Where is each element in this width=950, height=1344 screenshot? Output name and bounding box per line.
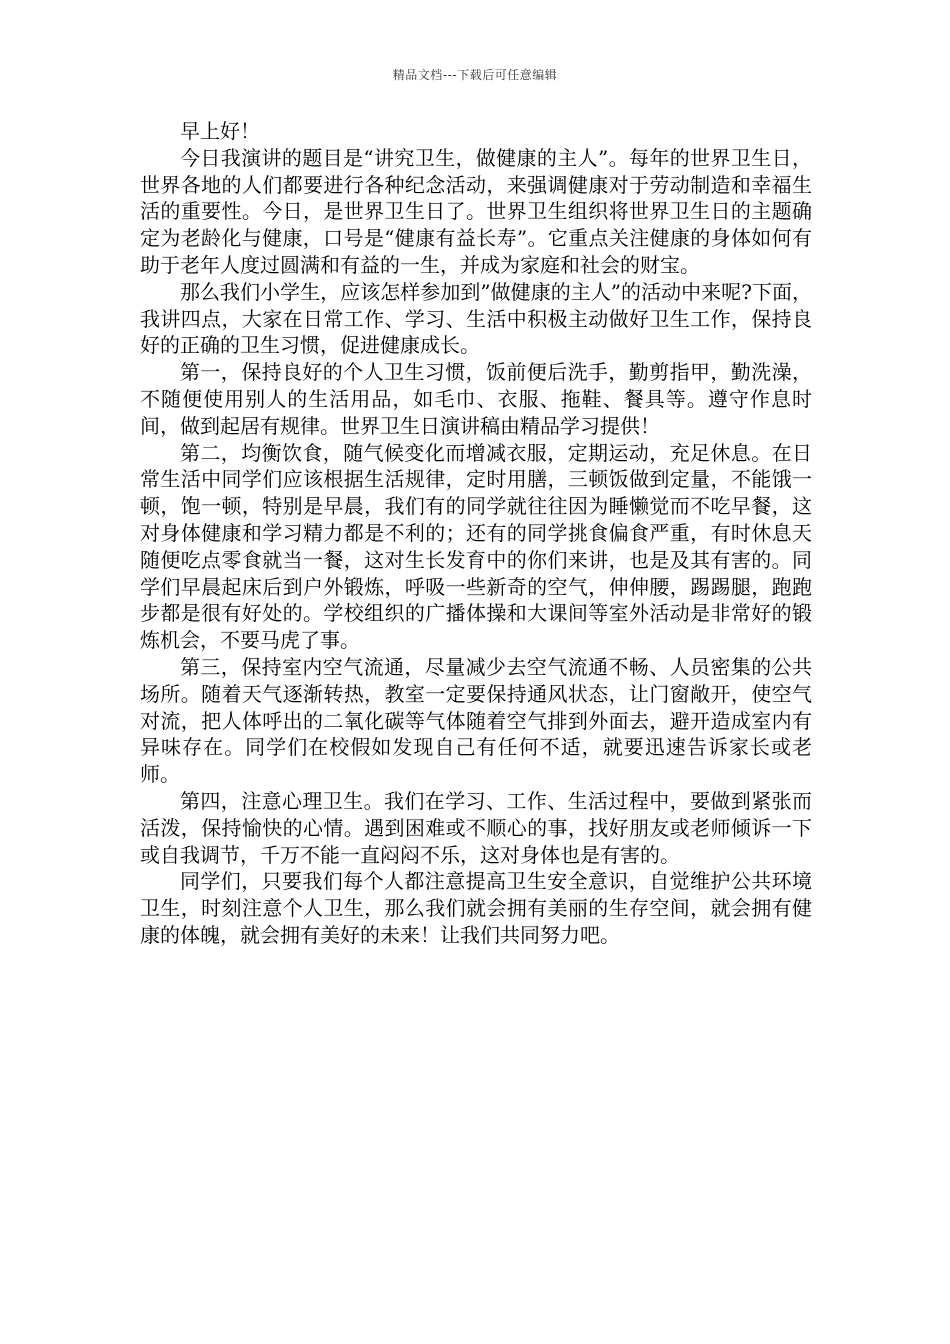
point-three-paragraph: 第三，保持室内空气流通，尽量减少去空气流通不畅、人员密集的公共场所。随着天气逐渐转热，教室一定要保持通风状态，让门窗敞开，使空气对流，把人体呼出的二氧化碳等气体随着空气排到外面去，避开造成室内有异味存在。同学们在校假如发现自己有任何不适，就要迅速告诉家长或老师。	[140, 654, 812, 787]
point-four-paragraph: 第四，注意心理卫生。我们在学习、工作、生活过程中，要做到紧张而活泼，保持愉快的心情。遇到困难或不顺心的事，找好朋友或老师倾诉一下或自我调节，千万不能一直闷闷不乐，这对身体也是有害的。	[140, 788, 812, 867]
intro-paragraph: 今日我演讲的题目是“讲究卫生，做健康的主人”。每年的世界卫生日，世界各地的人们都要进行各种纪念活动，来强调健康对于劳动制造和幸福生活的重要性。今日，是世界卫生日了。世界卫生组织将世界卫生日的主题确定为老龄化与健康，口号是“健康有益长寿”。它重点关注健康的身体如何有助于老年人度过圆满和有益的一生，并成为家庭和社会的财宝。	[140, 145, 812, 277]
closing-paragraph: 同学们，只要我们每个人都注意提高卫生安全意识，自觉维护公共环境卫生，时刻注意个人卫生，那么我们就会拥有美丽的生存空间，就会拥有健康的体魄，就会拥有美好的未来！让我们共同努力吧。	[140, 869, 812, 947]
point-one-paragraph: 第一，保持良好的个人卫生习惯，饭前便后洗手，勤剪指甲，勤洗澡，不随便使用别人的生活用品，如毛巾、衣服、拖鞋、餐具等。遵守作息时间，做到起居有规律。世界卫生日演讲稿由精品学习提供！	[140, 360, 812, 438]
point-two-paragraph: 第二，均衡饮食，随气候变化而增减衣服，定期运动，充足休息。在日常生活中同学们应该根据生活规律，定时用膳，三顿饭做到定量，不能饿一顿，饱一顿，特别是早晨，我们有的同学就往往因为睡懒觉而不吃早餐，这对身体健康和学习精力都是不利的；还有的同学挑食偏食严重，有时休息天随便吃点零食就当一餐，这对生长发育中的你们来讲，也是及其有害的。同学们早晨起床后到户外锻炼，呼吸一些新奇的空气，伸伸腰，踢踢腿，跑跑步都是很有好处的。学校组织的广播体操和大课间等室外活动是非常好的锻炼机会，不要马虎了事。	[140, 440, 812, 653]
question-paragraph: 那么我们小学生，应该怎样参加到”做健康的主人”的活动中来呢?下面，我讲四点，大家在日常工作、学习、生活中积极主动做好卫生工作，保持良好的正确的卫生习惯，促进健康成长。	[140, 279, 812, 358]
greeting-paragraph: 早上好！	[180, 119, 260, 143]
page-header: 精品文档---下载后可任意编辑	[392, 68, 558, 82]
document-body	[140, 118, 812, 949]
